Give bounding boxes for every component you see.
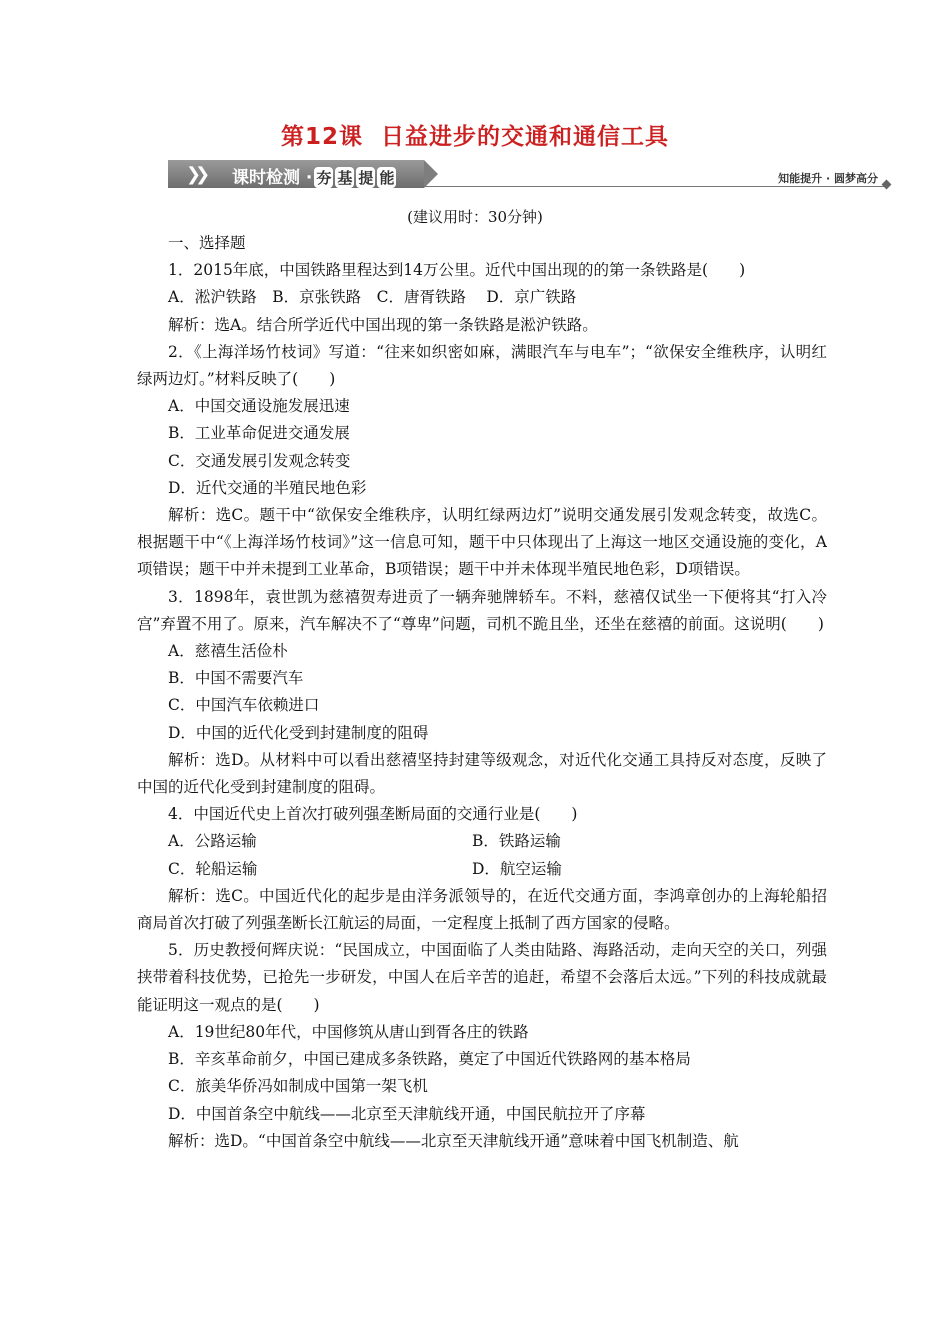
banner-tag: 能 xyxy=(379,169,395,187)
q5-option-d: D．中国首条空中航线——北京至天津航线开通，中国民航拉开了序幕 xyxy=(168,1104,646,1123)
q3-option-c: C．中国汽车依赖进口 xyxy=(168,696,320,715)
q2-option-c: C．交通发展引发观念转变 xyxy=(168,451,351,470)
q4-option-d: D．航空运输 xyxy=(472,859,562,878)
q1-analysis: 解析：选A。结合所学近代中国出现的第一条铁路是淞沪铁路。 xyxy=(168,315,598,334)
q2-option-b: B．工业革命促进交通发展 xyxy=(168,424,350,443)
q3-option-a: A．慈禧生活俭朴 xyxy=(168,642,288,661)
banner-tag: 基 xyxy=(337,169,353,187)
banner-slogan: 知能提升 · 圆梦高分 xyxy=(778,172,878,185)
diamond-icon xyxy=(882,180,892,190)
q2-option-d: D．近代交通的半殖民地色彩 xyxy=(168,478,367,497)
q5-analysis: 解析：选D。“中国首条空中航线——北京至天津航线开通”意味着中国飞机制造、航 xyxy=(168,1131,739,1150)
banner-tag: 夯 xyxy=(316,169,332,187)
q2-option-a: A．中国交通设施发展迅速 xyxy=(168,397,350,416)
q3-option-d: D．中国的近代化受到封建制度的阻碍 xyxy=(168,723,429,742)
page-title xyxy=(0,118,950,151)
suggested-time: (建议用时：30分钟) xyxy=(407,208,543,226)
q5-option-c: C．旅美华侨冯如制成中国第一架飞机 xyxy=(168,1077,428,1096)
q4-option-b: B．铁路运输 xyxy=(472,832,561,851)
q5-stem: 5．历史教授何辉庆说：“民国成立，中国面临了人类由陆路、海路活动，走向天空的关口，列强挟带着科技优势，已抢先一步研发，中国人在后辛苦的追赶，希望不会落后太远。”下列的科技成就最能证明这一观点的是( ) xyxy=(137,941,827,1014)
q1-options: A．淞沪铁路 B．京张铁路 C．唐胥铁路 D．京广铁路 xyxy=(168,288,577,307)
section-banner xyxy=(168,160,898,190)
q4-analysis: 解析：选C。中国近代化的起步是由洋务派领导的，在近代交通方面，李鸿章创办的上海轮船招商局首次打破了列强垄断长江航运的局面，一定程度上抵制了西方国家的侵略。 xyxy=(137,886,827,933)
banner-bar xyxy=(168,160,424,188)
q1-stem: 1．2015年底，中国铁路里程达到14万公里。近代中国出现的的第一条铁路是( ) xyxy=(168,261,746,280)
q2-stem: 2．《上海洋场竹枝词》写道：“往来如织密如麻，满眼汽车与电车”；“欲保安全维秩序，认明红绿两边灯。”材料反映了( ) xyxy=(137,342,827,389)
lesson-title: 日益进步的交通和通信工具 xyxy=(381,124,669,150)
lesson-number: 第12课 xyxy=(280,124,363,150)
banner-tag: 提 xyxy=(358,169,374,187)
q4-option-c: C．轮船运输 xyxy=(168,859,258,878)
q4-options-row-2 xyxy=(137,856,827,883)
q3-analysis: 解析：选D。从材料中可以看出慈禧坚持封建等级观念，对近代化交通工具持反对态度，反映了中国的近代化受到封建制度的阻碍。 xyxy=(137,750,827,797)
q2-analysis: 解析：选C。题干中“欲保安全维秩序，认明红绿两边灯”说明交通发展引发观念转变，故选C。根据题干中“《上海洋场竹枝词》”这一信息可知，题干中只体现出了上海这一地区交通设施的变化，A项错误；题干中并未提到工业革命，B项错误；题干中并未体现半殖民地色彩，D项错误。 xyxy=(137,506,827,579)
banner-divider xyxy=(424,186,886,187)
question-body xyxy=(137,230,827,1155)
q4-option-a: A．公路运输 xyxy=(168,832,257,851)
q4-options-row-1 xyxy=(137,828,827,855)
banner-label xyxy=(232,163,396,188)
banner-label-text: 课时检测 · xyxy=(232,168,313,188)
q5-option-a: A．19世纪80年代，中国修筑从唐山到胥各庄的铁路 xyxy=(168,1022,529,1041)
q5-option-b: B．辛亥革命前夕，中国已建成多条铁路，奠定了中国近代铁路网的基本格局 xyxy=(168,1050,691,1069)
q3-option-b: B．中国不需要汽车 xyxy=(168,669,304,688)
section-title: 一、选择题 xyxy=(168,234,246,252)
q4-stem: 4．中国近代史上首次打破列强垄断局面的交通行业是( ) xyxy=(168,805,578,824)
double-chevron-icon: ❯❯ xyxy=(186,164,205,185)
q3-stem: 3．1898年，袁世凯为慈禧贺寿进贡了一辆奔驰牌轿车。不料，慈禧仅试坐一下便将其“打入冷宫”弃置不用了。原来，汽车解决不了“尊卑”问题，司机不跪且坐，还坐在慈禧的前面。这说明( ) xyxy=(137,587,827,633)
